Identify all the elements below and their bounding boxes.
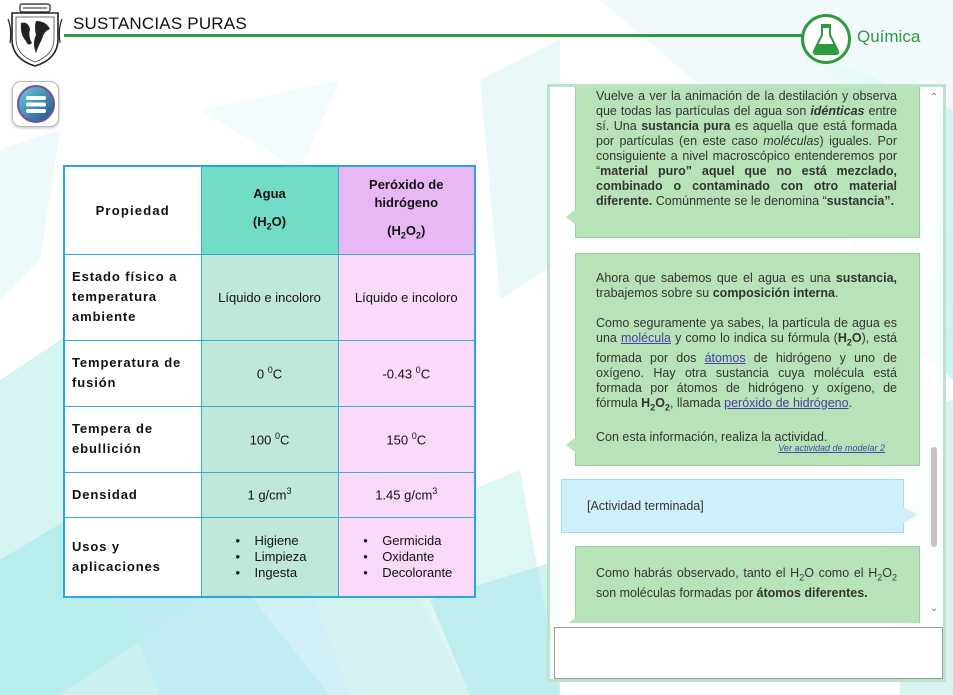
peroxide-cell — [338, 517, 475, 597]
peroxide-uses-list — [360, 533, 452, 581]
chat-message: Vuelve a ver la animación de la destilación y observa que todas las partículas del agua son idénticas entre sí. Una sustancia pura es aquella que está formada por partículas (en este caso moléculas) iguales. Por consiguiente a nivel macroscópico entenderemos por “material puro” aquel que no está mezclado, combinado o contaminado con otro material diferente. Comúnmente se le denomina “sustancia”. — [575, 87, 920, 238]
water-name: Agua — [253, 185, 286, 201]
chat-scrollbar[interactable] — [927, 87, 941, 621]
water-cell: 1 $g/cm^3$ — [201, 472, 338, 517]
table-row — [64, 406, 475, 472]
water-cell — [201, 517, 338, 597]
header-water — [201, 166, 338, 254]
list-item: • Decolorante — [360, 565, 452, 581]
properties-table — [63, 165, 476, 598]
property-cell: Densidad — [64, 472, 201, 517]
property-cell: Tempera de ebullición — [64, 406, 201, 472]
property-cell: Usos y aplicaciones — [64, 517, 201, 597]
chat-message: Ahora que sabemos que el agua es una sustancia, trabajemos sobre su composición interna. Como seguramente ya sabes, la partícula de agua es una molécula y como lo indica su fórmula $(H_2O)$, está formada por dos átomos de hidrógeno y uno de oxígeno. Hay otra sustancia cuya molécula está formada por átomos de hidrógeno y oxígeno, de fórmula $H_2O_2$, llamada peróxido de hidrógeno. Con esta información, realiza la actividad. Ver actividad de modelar 2 — [575, 253, 920, 466]
activity-finished-message: [Actividad terminada] — [561, 479, 904, 533]
header-peroxide — [338, 166, 475, 254]
table-row — [64, 472, 475, 517]
menu-button[interactable] — [12, 81, 59, 127]
list-item: • Higiene — [232, 533, 306, 549]
page-title: SUSTANCIAS PURAS — [73, 14, 247, 33]
flask-icon — [811, 23, 841, 55]
list-item: • Ingesta — [232, 565, 306, 581]
link-atomos[interactable]: átomos — [704, 350, 746, 365]
water-cell: 100 $^0$C — [201, 406, 338, 472]
scroll-up-icon[interactable]: ⌃ — [929, 92, 939, 103]
water-formula: $(H_2O)$ — [252, 213, 287, 232]
peroxide-cell: -0.43 $^0$C — [338, 340, 475, 406]
water-uses-list — [232, 533, 306, 581]
activity-prompt: Con esta información, realiza la actividad. — [596, 430, 828, 444]
peroxide-cell: 150 $^0$C — [338, 406, 475, 472]
list-item: • Germicida — [360, 533, 452, 549]
header-property: Propiedad — [64, 166, 201, 254]
header-divider — [64, 34, 806, 37]
scroll-down-icon[interactable]: ⌄ — [929, 603, 939, 614]
university-shield-logo — [6, 3, 64, 67]
scrollbar-thumb[interactable] — [931, 447, 937, 547]
table-row — [64, 254, 475, 340]
peroxide-name: Peróxido de hidrógeno — [369, 176, 444, 210]
property-cell: Temperatura de fusión — [64, 340, 201, 406]
table-row — [64, 340, 475, 406]
chat-input[interactable] — [554, 627, 943, 679]
list-item: • Oxidante — [360, 549, 452, 565]
subject-badge — [801, 14, 851, 64]
peroxide-cell: Líquido e incoloro — [338, 254, 475, 340]
water-cell: Líquido e incoloro — [201, 254, 338, 340]
table-header-row — [64, 166, 475, 254]
peroxide-cell: 1.45 $g/cm^3$ — [338, 472, 475, 517]
table-row — [64, 517, 475, 597]
chat-messages[interactable] — [550, 87, 926, 623]
hamburger-menu-icon — [16, 84, 56, 124]
link-peroxido-de-hidrogeno[interactable]: peróxido de hidrógeno — [724, 395, 849, 410]
property-cell: Estado físico a temperatura ambiente — [64, 254, 201, 340]
view-activity-link[interactable]: Ver actividad de modelar 2 — [778, 443, 885, 453]
chat-panel — [547, 84, 946, 682]
list-item: • Limpieza — [232, 549, 306, 565]
peroxide-formula: $(H_2O_2)$ — [387, 222, 426, 241]
water-cell: 0 $^0$C — [201, 340, 338, 406]
subject-label: Química — [857, 27, 921, 46]
chat-message: Como habrás observado, tanto el $H_2O$ como el $H_2O_2$ son moléculas formadas por átomos diferentes. — [575, 546, 920, 623]
link-molecula[interactable]: molécula — [620, 331, 671, 345]
